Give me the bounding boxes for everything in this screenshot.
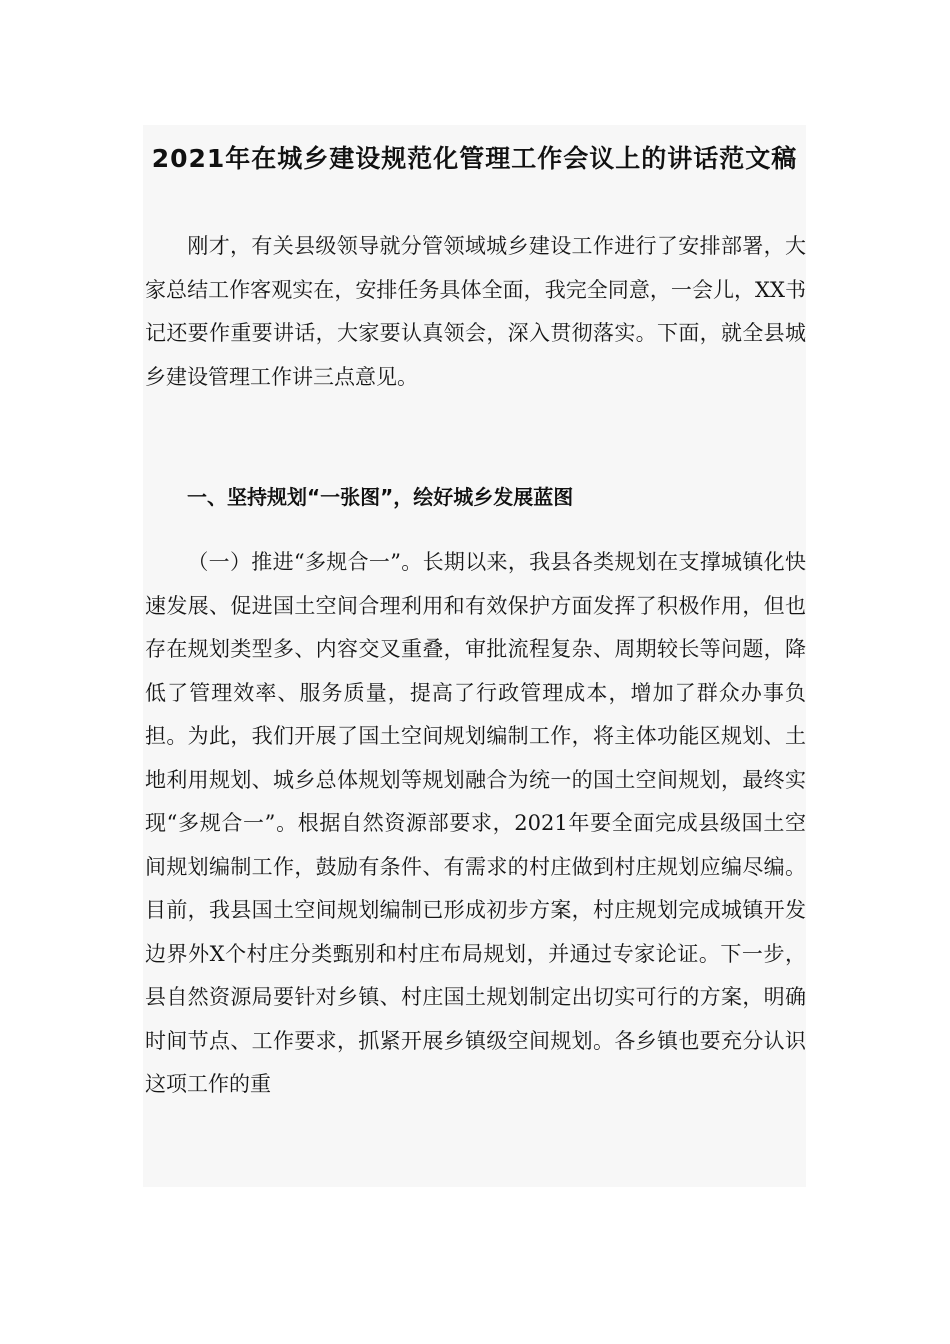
intro-paragraph-text: 刚才，有关县级领导就分管领域城乡建设工作进行了安排部署，大家总结工作客观实在，安排任务具体全面，我完全同意，一会儿，XX书记还要作重要讲话，大家要认真领会，深入贯彻落实。下面，就全县城乡建设管理工作讲三点意见。 bbox=[145, 234, 806, 389]
body-paragraph-text: （一）推进“多规合一”。长期以来，我县各类规划在支撑城镇化快速发展、促进国土空间合理利用和有效保护方面发挥了积极作用，但也存在规划类型多、内容交叉重叠，审批流程复杂、周期较长等问题，降低了管理效率、服务质量，提高了行政管理成本，增加了群众办事负担。为此，我们开展了国土空间规划编制工作，将主体功能区规划、土地利用规划、城乡总体规划等规划融合为统一的国土空间规划，最终实现“多规合一”。根据自然资源部要求，2021年要全面完成县级国土空间规划编制工作，鼓励有条件、有需求的村庄做到村庄规划应编尽编。目前，我县国土空间规划编制已形成初步方案，村庄规划完成城镇开发边界外X个村庄分类甄别和村庄布局规划，并通过专家论证。下一步，县自然资源局要针对乡镇、村庄国土规划制定出切实可行的方案，明确时间节点、工作要求，抓紧开展乡镇级空间规划。各乡镇也要充分认识这项工作的重 bbox=[145, 550, 806, 1096]
document-title: 2021年在城乡建设规范化管理工作会议上的讲话范文稿 bbox=[151, 144, 798, 173]
document-page bbox=[143, 125, 806, 1187]
intro-paragraph bbox=[145, 225, 806, 399]
body-paragraph bbox=[145, 541, 806, 1107]
section-heading: 一、坚持规划“一张图”，绘好城乡发展蓝图 bbox=[187, 485, 574, 509]
